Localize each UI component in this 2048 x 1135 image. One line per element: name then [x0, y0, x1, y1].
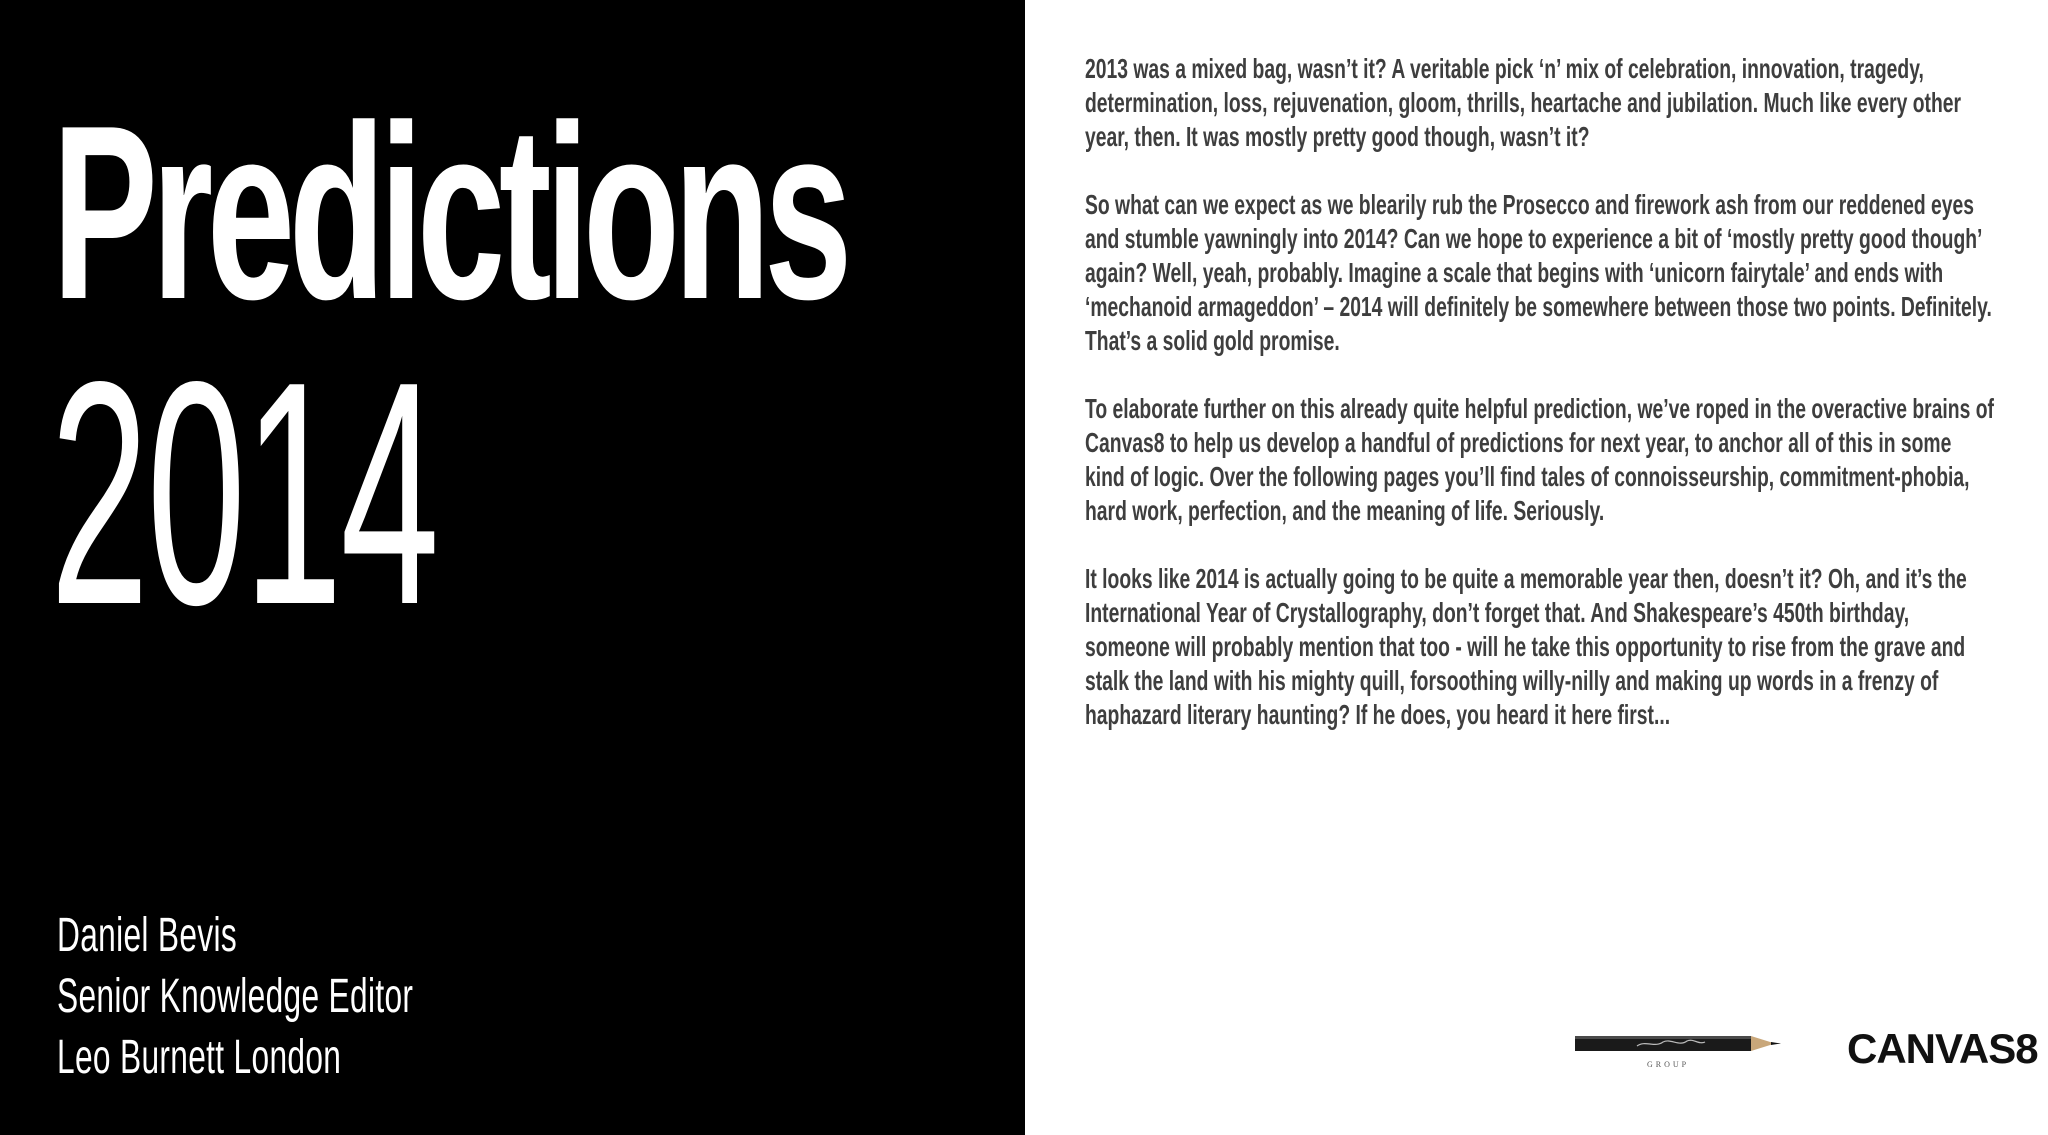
author-role: Senior Knowledge Editor — [57, 970, 414, 1023]
title-year: 2014 — [50, 316, 438, 671]
article-paragraph-3: To elaborate further on this already quite helpful prediction, we’ve roped in the overactive brains of Canvas8 to help us develop a handful of predictions for next year, to anchor all of this in some kind of logic. Over the following pages you’ll find tales of connoisseurship, commitment-phobia, hard work, perfection, and the meaning of life. Seriously. — [1085, 393, 1994, 526]
author-name: Daniel Bevis — [57, 909, 238, 962]
article-paragraph-4: It looks like 2014 is actually going to be quite a memorable year then, doesn’t it? Oh, and it’s the International Year of Crystallography, don’t forget that. And Shakespeare’s 450th birthday, someone will probably mention that too - will he take this opportunity to rise from the grave and stalk the land with his mighty quill, forsoothing willy-nilly and making up words in a frenzy of haphazard literary haunting? If he does, you heard it here first... — [1085, 563, 1967, 730]
article-paragraph-1: 2013 was a mixed bag, wasn’t it? A veritable pick ‘n’ mix of celebration, innovation, tragedy, determination, loss, rejuvenation, gloom, thrills, heartache and jubilation. Much like every other year, then. It was mostly pretty good though, wasn’t it? — [1085, 53, 1962, 152]
canvas8-logo: CANVAS8 — [1847, 1025, 2038, 1072]
article-panel — [1025, 0, 2048, 1135]
article-paragraph-2: So what can we expect as we blearily rub the Prosecco and firework ash from our reddened eyes and stumble yawningly into 2014? Can we hope to experience a bit of ‘mostly pretty good though’ again? Well, yeah, probably. Imagine a scale that begins with ‘unicorn fairytale’ and ends with ‘mechanoid armageddon’ – 2014 will definitely be somewhere between those two points. Definitely. That’s a solid gold promise. — [1085, 189, 1992, 356]
leo-burnett-pencil-icon — [1575, 1032, 1815, 1072]
author-company: Leo Burnett London — [57, 1031, 342, 1084]
article-body — [1085, 52, 1996, 766]
footer-logos — [1575, 1025, 2038, 1076]
title-predictions: Predictions — [52, 73, 846, 351]
group-wordmark: GROUP — [1647, 1060, 1690, 1069]
author-block — [57, 905, 597, 1088]
